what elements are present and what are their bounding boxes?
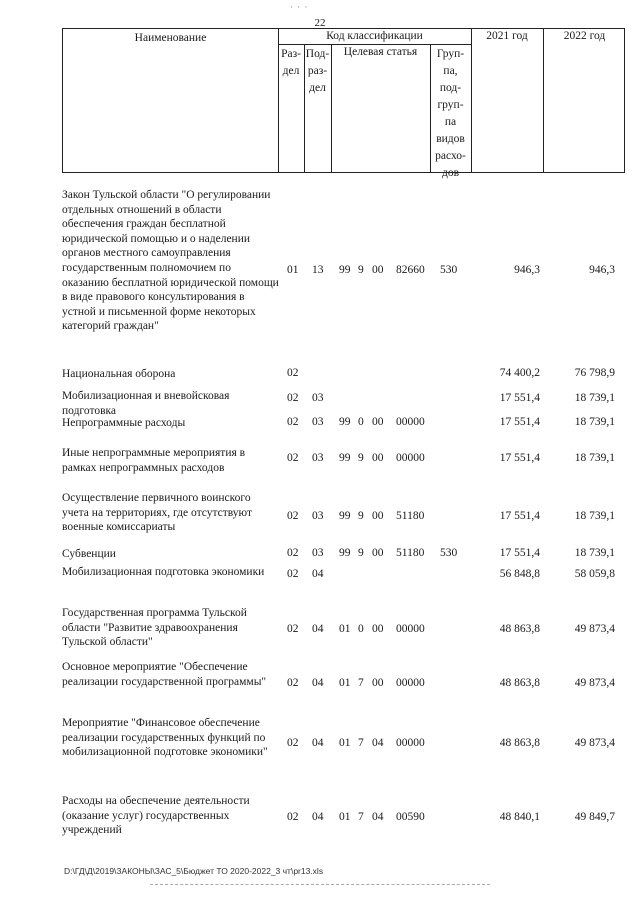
row-code-cs4: 82660 [396,264,425,276]
row-value-2021: 56 848,8 [499,568,540,580]
row-value-2022: 946,3 [589,264,615,276]
row-name: Мероприятие "Финансовое обеспечение реализации государственных функций по мобилизационной подготовке экономики" [62,717,268,759]
row-code-cs3: 00 [372,264,384,276]
footer-rule [150,884,490,885]
row-code-vr: 530 [440,547,458,559]
row-code-pr: 04 [312,677,324,689]
row-code-cs4: 51180 [396,547,425,559]
row-value-2022: 49 849,7 [574,811,615,823]
header-name: Наименование [134,32,207,44]
row-code-rz: 02 [287,510,299,522]
row-value-2022: 58 059,8 [574,568,615,580]
row-code-pr: 03 [312,416,324,428]
row-code-cs3: 00 [372,452,384,464]
row-code-cs1: 01 [339,811,351,823]
row-code-cs4: 51180 [396,510,425,522]
row-value-2022: 18 739,1 [574,452,615,464]
row-value-2021: 946,3 [514,264,540,276]
row-code-rz: 02 [287,677,299,689]
row-value-2021: 48 840,1 [499,811,540,823]
row-code-vr: 530 [440,264,458,276]
row-name: Основное мероприятие "Обеспечение реализации государственной программы" [62,661,267,688]
row-code-cs2: 9 [358,547,364,559]
row-code-cs3: 00 [372,510,384,522]
row-value-2021: 17 551,4 [499,392,540,404]
row-code-cs4: 00000 [396,623,425,635]
row-code-pr: 03 [312,392,324,404]
row-value-2022: 49 873,4 [574,677,615,689]
row-value-2021: 17 551,4 [499,510,540,522]
table-header [62,28,625,179]
row-code-cs1: 99 [339,547,351,559]
row-code-pr: 03 [312,547,324,559]
row-name: Осуществление первичного воинского учета на территориях, где отсутствуют военные комиссариаты [62,492,253,534]
row-code-cs3: 04 [372,737,384,749]
row-value-2021: 48 863,8 [499,623,540,635]
row-code-rz: 02 [287,392,299,404]
row-code-cs3: 00 [372,416,384,428]
row-code-rz: 02 [287,367,299,379]
row-code-cs4: 00000 [396,737,425,749]
row-code-cs4: 00590 [396,811,425,823]
file-path-footer: D:\ГД\Д\2019\ЗАКОНЫ\ЗАС_5\Бюджет ТО 2020-2022_3 чт\pr13.xls [64,866,324,876]
row-name: Национальная оборона [62,368,176,380]
row-code-cs2: 9 [358,264,364,276]
header-celevaya: Целевая статья [343,46,418,58]
row-value-2021: 17 551,4 [499,452,540,464]
row-name: Субвенции [62,548,116,560]
row-code-cs1: 99 [339,510,351,522]
header-razdel: Раз- дел [281,48,301,77]
row-value-2022: 76 798,9 [574,367,615,379]
header-gruppa: Груп- па, под- груп- па видов расхо- дов [435,48,466,179]
row-value-2021: 74 400,2 [499,367,540,379]
row-value-2022: 18 739,1 [574,392,615,404]
row-name: Мобилизационная подготовка экономики [62,566,265,578]
row-value-2021: 17 551,4 [499,547,540,559]
row-name: Расходы на обеспечение деятельности (оказание услуг) государственных учреждений [62,795,250,837]
row-code-cs3: 00 [372,547,384,559]
row-code-cs2: 7 [358,811,364,823]
row-value-2021: 48 863,8 [499,677,540,689]
row-code-rz: 02 [287,623,299,635]
row-code-cs1: 01 [339,677,351,689]
row-value-2022: 49 873,4 [574,737,615,749]
row-name: Мобилизационная и вневойсковая подготовка [62,390,230,417]
row-value-2021: 48 863,8 [499,737,540,749]
row-code-cs2: 7 [358,677,364,689]
row-code-cs1: 01 [339,623,351,635]
row-code-cs4: 00000 [396,452,425,464]
row-code-cs2: 0 [358,623,364,635]
row-code-rz: 02 [287,737,299,749]
header-year-2022: 2022 год [563,30,606,42]
row-code-rz: 02 [287,568,299,580]
header-code: Код классификации [326,30,423,42]
row-code-pr: 13 [312,264,324,276]
scan-artifact: · · · [290,2,309,12]
row-code-cs2: 0 [358,416,364,428]
header-podrazdel: Под- раз- дел [305,48,330,94]
row-code-rz: 02 [287,811,299,823]
row-code-cs3: 00 [372,623,384,635]
row-name: Закон Тульской области "О регулировании отдельных отношений в области обеспечения граждан бесплатной юридической помощью и о наделении органов местного самоуправления государственным полномочием по оказанию бесплатной юридической помощи в виде правового консультирования в устной и письменной форме некоторых категорий граждан" [62,189,279,333]
row-value-2022: 18 739,1 [574,547,615,559]
row-code-pr: 04 [312,568,324,580]
row-code-rz: 02 [287,452,299,464]
row-code-cs1: 99 [339,452,351,464]
header-year-2021: 2021 год [486,30,528,42]
row-code-cs1: 99 [339,416,351,428]
row-code-pr: 04 [312,811,324,823]
row-code-pr: 04 [312,737,324,749]
row-code-cs2: 9 [358,452,364,464]
row-value-2022: 18 739,1 [574,510,615,522]
row-value-2021: 17 551,4 [499,416,540,428]
row-code-cs1: 01 [339,737,351,749]
row-code-pr: 03 [312,452,324,464]
row-name: Государственная программа Тульской области "Развитие здравоохранения Тульской области" [62,607,247,649]
row-name: Иные непрограммные мероприятия в рамках непрограммных расходов [62,447,246,474]
row-code-pr: 04 [312,623,324,635]
row-value-2022: 18 739,1 [574,416,615,428]
row-code-cs2: 7 [358,737,364,749]
row-code-cs4: 00000 [396,416,425,428]
row-code-cs2: 9 [358,510,364,522]
row-code-cs1: 99 [339,264,351,276]
row-code-pr: 03 [312,510,324,522]
row-name: Непрограммные расходы [62,417,186,429]
row-code-cs3: 04 [372,811,384,823]
row-code-cs4: 00000 [396,677,425,689]
page-number: 22 [314,17,326,29]
row-code-rz: 02 [287,416,299,428]
row-value-2022: 49 873,4 [574,623,615,635]
row-code-cs3: 00 [372,677,384,689]
row-code-rz: 02 [287,547,299,559]
row-code-rz: 01 [287,264,299,276]
